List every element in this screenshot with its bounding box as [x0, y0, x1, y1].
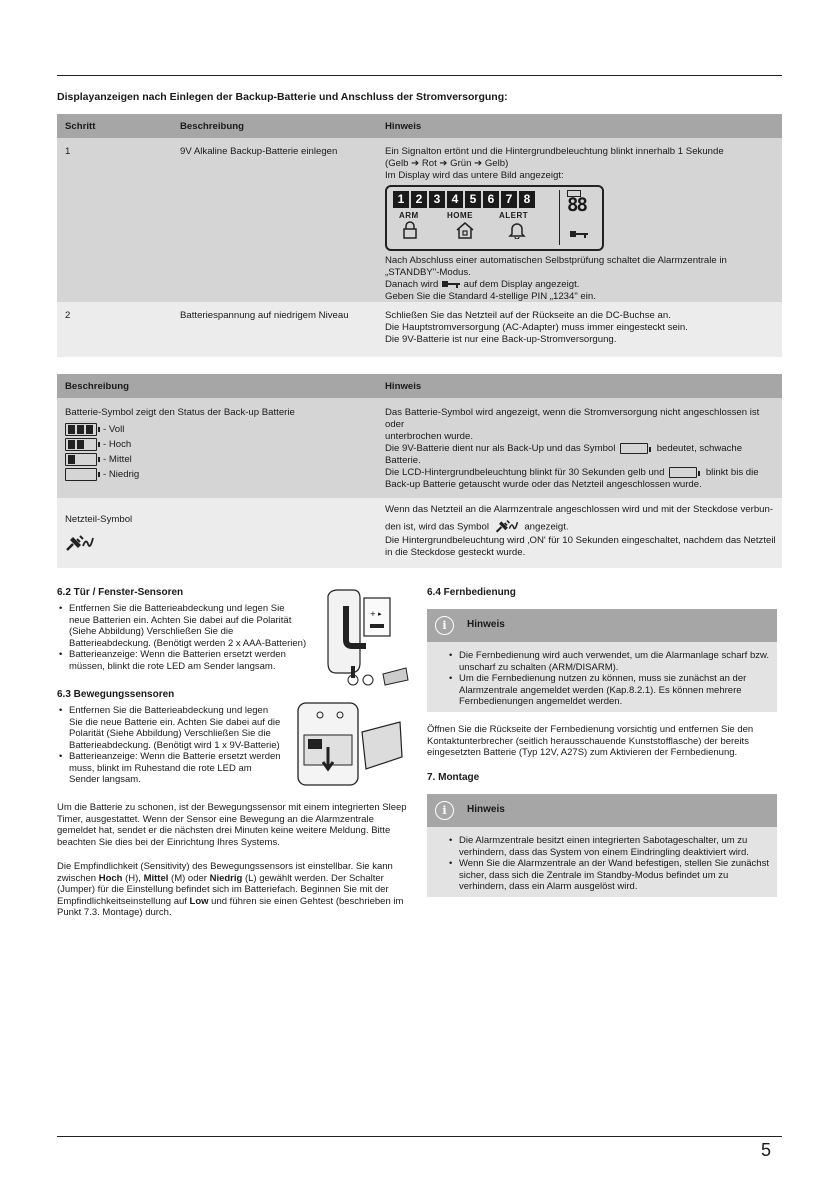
sensitivity-medium: Mittel — [143, 872, 169, 884]
hint-line: Wenn das Netzteil an die Alarmzentrale angeschlossen wird und mit der Steckdose verbun- — [385, 504, 774, 515]
para-text: (H), — [122, 872, 144, 884]
battery-hint — [385, 407, 777, 491]
hint-text: bedeutet, schwache Batterie. — [385, 443, 743, 467]
para-text: Die Empfindlichkeit (Sensitivity) des Bewegungssensors ist einstellbar. Sie kann zwischen — [57, 861, 393, 884]
lcd-separator — [559, 190, 560, 245]
zone-digit: 5 — [465, 191, 481, 208]
hint-text: Die 9V-Batterie dient nur als Back-Up und das Symbol — [385, 443, 616, 455]
battery-description — [65, 407, 295, 483]
bottom-rule — [57, 1136, 782, 1137]
note-header — [427, 609, 777, 642]
step-description: Batteriespannung auf niedrigem Niveau — [180, 310, 349, 321]
battery-empty-icon — [65, 468, 97, 481]
key-icon — [569, 229, 589, 239]
hint-line: Nach Abschluss einer automatischen Selbstprüfung schaltet die Alarmzentrale in — [385, 255, 727, 266]
battery-level-high — [65, 438, 295, 451]
mode-alert-label: ALERT — [499, 211, 529, 220]
battery-high-icon — [65, 438, 97, 451]
hint-line: „STANDBY"-Modus. — [385, 267, 471, 278]
battery-empty-icon — [669, 467, 697, 478]
power-description — [65, 514, 132, 558]
hint-text: auf dem Display angezeigt. — [463, 279, 580, 290]
info-icon: i — [435, 801, 454, 820]
zone-digit: 8 — [519, 191, 535, 208]
note-body — [427, 827, 777, 897]
list-item: • Batterieanzeige: Wenn die Batterie ersetzt werden muss, blinkt im Ruhestand die rote LED am Sender langsam. — [69, 751, 282, 786]
level-label: - Hoch — [103, 438, 132, 450]
segment-display: 88 — [567, 194, 586, 216]
hint-text: Danach wird — [385, 279, 439, 290]
note-header — [427, 794, 777, 827]
battery-level-medium — [65, 453, 295, 466]
level-label: - Voll — [103, 423, 125, 435]
step-number: 1 — [65, 146, 71, 157]
list-item: • Um die Fernbedienung nutzen zu können, muss sie zunächst an der Alarmzentrale angemeldet werden (Kap.8.2.1). Es können mehrere Fernbedienungen angemeldet werden. — [459, 673, 769, 708]
zone-digit: 6 — [483, 191, 499, 208]
section-6-3-title: 6.3 Bewegungssensoren — [57, 689, 175, 700]
header-step: Schritt — [65, 121, 96, 132]
table-row — [57, 302, 782, 357]
hint-line — [385, 279, 777, 291]
note-title: Hinweis — [467, 619, 505, 630]
zone-digit: 2 — [411, 191, 427, 208]
header-description: Beschreibung — [180, 121, 244, 132]
hint-line: Im Display wird das untere Bild angezeigt: — [385, 170, 564, 181]
mode-home-label: HOME — [447, 211, 473, 220]
section-6-2-text — [57, 603, 307, 672]
sensitivity-low: Niedrig — [209, 872, 243, 884]
hint-line: Die Hintergrundbeleuchtung wird ‚ON' für 10 Sekunden eingeschaltet, nachdem das Netzteil — [385, 535, 776, 546]
display-table — [57, 114, 782, 357]
top-rule — [57, 75, 782, 76]
zone-digit: 4 — [447, 191, 463, 208]
hint-line — [385, 519, 777, 535]
hint-line: Back-up Batterie getauscht wurde oder das Netzteil angeschlossen wurde. — [385, 479, 702, 491]
list-item: • Entfernen Sie die Batterieabdeckung und legen Sie die neue Batterie ein. Achten Sie dabei auf die Polarität (Siehe Abbildung) Verschließen Sie die Batterieabdeckung. (Benötigt wird 1 x 9V-Batterie) — [69, 705, 282, 751]
battery-empty-icon — [620, 443, 648, 454]
hint-line: Die Hauptstromversorgung (AC-Adapter) muss immer eingesteckt sein. — [385, 322, 688, 333]
bell-icon — [508, 221, 526, 239]
list-item: • Die Fernbedienung wird auch verwendet, um die Alarmanlage scharf bzw. unscharf zu schalten (ARM/DISARM). — [459, 650, 769, 673]
battery-level-low — [65, 468, 295, 481]
section-6-4-title: 6.4 Fernbedienung — [427, 587, 516, 598]
header-hint: Hinweis — [385, 381, 422, 392]
lock-icon — [402, 221, 418, 239]
hint-line: unterbrochen wurde. — [385, 431, 473, 442]
step-number: 2 — [65, 310, 71, 321]
list-item: • Entfernen Sie die Batterieabdeckung und legen Sie neue Batterien ein. Achten Sie dabei auf die Polarität (Siehe Abbildung) Verschließen Sie die Batterieabdeckung. (Benötigt werden 2 x AAA-Batterien) — [69, 603, 307, 649]
key-icon — [441, 279, 461, 289]
home-icon — [456, 221, 474, 239]
hint-line: Ein Signalton ertönt und die Hintergrundbeleuchtung blinkt innerhalb 1 Sekunde — [385, 146, 724, 157]
table-row — [57, 138, 782, 302]
zone-digit: 1 — [393, 191, 409, 208]
hint-line — [385, 467, 777, 479]
power-hint — [385, 504, 777, 559]
hint-text: den ist, wird das Symbol — [385, 521, 489, 533]
header-description: Beschreibung — [65, 381, 129, 392]
section-7-title: 7. Montage — [427, 772, 480, 783]
description-text: Batterie-Symbol zeigt den Status der Back-up Batterie — [65, 407, 295, 418]
section-6-3-list — [57, 705, 282, 786]
lcd-display — [385, 185, 604, 251]
page-number: 5 — [760, 1140, 771, 1160]
level-label: - Mittel — [103, 453, 132, 465]
level-label: - Niedrig — [103, 468, 140, 480]
sensitivity-high: Hoch — [98, 872, 123, 884]
step-hint — [385, 146, 777, 303]
hint-text: Die LCD-Hintergrundbeleuchtung blinkt für 30 Sekunden gelb und — [385, 467, 665, 479]
step-hint — [385, 310, 777, 346]
note-body — [427, 642, 777, 712]
section-6-3-para2 — [57, 861, 407, 919]
battery-row — [57, 398, 782, 498]
zone-digits — [393, 191, 535, 208]
description-text: Netzteil-Symbol — [65, 514, 133, 525]
para-text: (L) gewählt werden. Der Schalter (Jumper) für die Einstellung befindet sich im Batteriefach. Beginnen Sie mit der Empfindlichkeitseinstellung auf — [57, 872, 389, 907]
svg-text:+ ▸: + ▸ — [370, 610, 382, 618]
para-text: und führen sie einen Gehtest (beschrieben im Punkt 7.3. Montage) durch. — [57, 895, 404, 918]
section-7-note — [427, 794, 777, 897]
main-heading: Displayanzeigen nach Einlegen der Backup-Batterie und Anschluss der Stromversorgung: — [57, 91, 508, 103]
zone-digit: 7 — [501, 191, 517, 208]
battery-medium-icon — [65, 453, 97, 466]
hint-line — [385, 443, 777, 467]
power-row — [57, 498, 782, 568]
para-text: (M) oder — [168, 872, 210, 884]
section-6-4-note — [427, 609, 777, 712]
zone-digit: 3 — [429, 191, 445, 208]
section-6-2-title: 6.2 Tür / Fenster-Sensoren — [57, 587, 184, 598]
list-item: • Die Alarmzentrale besitzt einen integrierten Sabotageschalter, um zu verhindern, dass das System von einem Eindringling deaktiviert wird. — [459, 835, 769, 858]
table-header — [57, 374, 782, 398]
battery-full-icon — [65, 423, 97, 436]
hint-text: blinkt bis die — [705, 467, 759, 479]
hint-line: in die Steckdose gesteckt wurde. — [385, 547, 526, 558]
list-item: • Wenn Sie die Alarmzentrale an der Wand befestigen, stellen Sie zunächst sicher, dass sich die Zentrale im Standby-Modus befindet um zu verhindern, dass ein Alarm ausgelöst wird. — [459, 858, 769, 893]
hint-line: Die 9V-Batterie ist nur eine Back-up-Stromversorgung. — [385, 334, 617, 345]
motion-sensor-illustration — [290, 697, 410, 792]
section-6-4-para: Öffnen Sie die Rückseite der Fernbedienung vorsichtig und entfernen Sie den Kontaktunterbrecher (seitlich herausschauende Kunststofflasche) der bereits eingesetzten Batterie (Typ 12V, A27S) zum Aktivieren der Fernbedienung. — [427, 724, 754, 758]
hint-line: (Gelb ➔ Rot ➔ Grün ➔ Gelb) — [385, 158, 509, 169]
info-icon: i — [435, 616, 454, 635]
list-item: • Batterieanzeige: Wenn die Batterien ersetzt werden müssen, blinkt die rote LED am Sender langsam. — [69, 649, 307, 672]
sensitivity-low-setting: Low — [189, 895, 209, 907]
section-6-3-para1: Um die Batterie zu schonen, ist der Bewegungssensor mit einem integrierten Sleep Timer, ausgestattet. Wenn der Sensor eine Bewegung an die Alarmzentrale gemeldet hat, sendet er die nächsten drei Minuten keine weitere Meldung. Bitte beachten Sie dies bei der Einrichtung Ihres Systems. — [57, 802, 407, 848]
hint-text: angezeigt. — [524, 521, 569, 533]
power-plug-icon — [492, 519, 522, 535]
header-hint: Hinweis — [385, 121, 422, 132]
mode-arm-label: ARM — [399, 211, 419, 220]
power-plug-icon — [65, 534, 95, 554]
table-header — [57, 114, 782, 138]
symbol-table — [57, 374, 782, 568]
step-description: 9V Alkaline Backup-Batterie einlegen — [180, 146, 338, 157]
door-sensor-illustration — [318, 588, 413, 693]
battery-level-full — [65, 423, 295, 436]
hint-line: Das Batterie-Symbol wird angezeigt, wenn die Stromversorgung nicht angeschlossen ist oder — [385, 407, 760, 430]
hint-line: Geben Sie die Standard 4-stellige PIN „1234" ein. — [385, 291, 596, 302]
note-title: Hinweis — [467, 804, 505, 815]
hint-line: Schließen Sie das Netzteil auf der Rückseite an die DC-Buchse an. — [385, 310, 671, 321]
